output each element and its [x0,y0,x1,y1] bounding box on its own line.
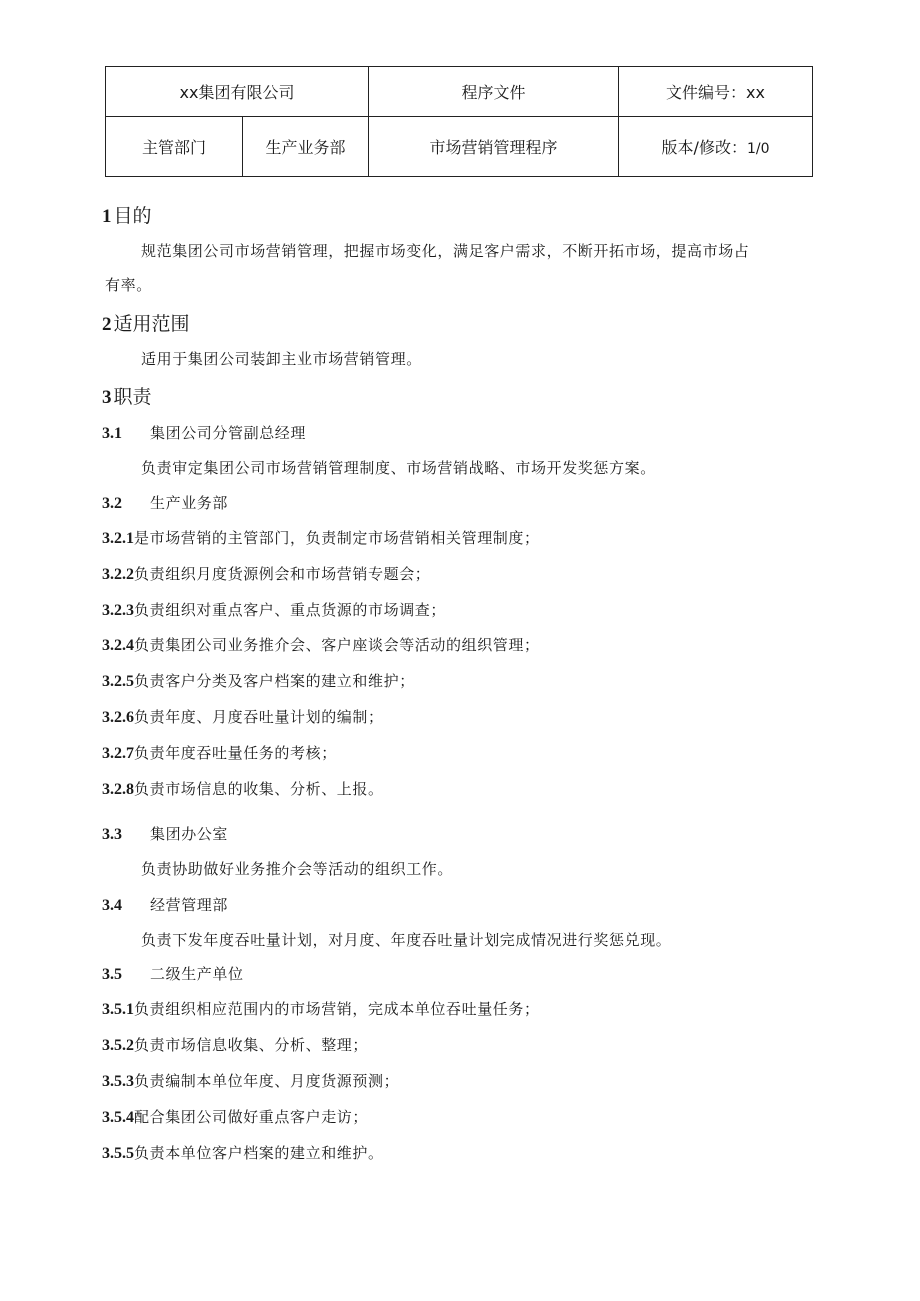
subsection-title: 生产业务部 [150,494,229,512]
subsection-number: 3.5 [102,966,122,983]
subsection-number: 3.1 [102,425,122,442]
department-label: 主管部门 [106,117,243,177]
item-text: 负责编制本单位年度、月度货源预测； [134,1072,400,1090]
list-item [102,528,540,549]
section-number: 3 [102,387,112,408]
paragraph-line: 有率。 [105,276,152,294]
subsection-title: 集团公司分管副总经理 [150,424,307,442]
list-item [102,779,384,800]
list-item [102,671,415,692]
item-number: 3.2.6 [102,709,134,726]
section-heading-3 [102,385,152,410]
section-number: 2 [102,314,112,335]
paragraph-line: 适用于集团公司装卸主业市场营销管理。 [141,350,422,368]
list-item [102,999,540,1020]
subsection-title: 二级生产单位 [150,965,244,983]
department-value: 生产业务部 [243,117,369,177]
subsection-heading-3-1 [102,423,306,444]
list-item [102,743,337,764]
item-number: 3.2.4 [102,637,134,654]
item-number: 3.5.3 [102,1073,134,1090]
item-number: 3.2.5 [102,673,134,690]
paragraph-line: 负责下发年度吞吐量计划，对月度、年度吞吐量计划完成情况进行奖惩兑现。 [141,931,672,949]
section-title: 职责 [113,386,152,408]
document-header-table [105,66,813,177]
list-item [102,1071,399,1092]
item-text: 负责年度、月度吞吐量计划的编制； [134,708,384,726]
version-cell [619,117,813,177]
item-text: 负责本单位客户档案的建立和维护。 [134,1144,384,1162]
list-item [102,1143,384,1164]
subsection-title: 经营管理部 [150,896,229,914]
item-number: 3.2.7 [102,745,134,762]
item-number: 3.5.1 [102,1001,134,1018]
subsection-heading-3-4 [102,895,228,916]
item-text: 负责集团公司业务推介会、客户座谈会等活动的组织管理； [134,636,540,654]
section-heading-2 [102,312,190,337]
list-item [102,635,540,656]
item-text: 是市场营销的主管部门，负责制定市场营销相关管理制度； [134,529,540,547]
item-number: 3.2.2 [102,566,134,583]
section-title: 适用范围 [113,313,190,335]
paragraph-line: 负责协助做好业务推介会等活动的组织工作。 [141,860,454,878]
item-text: 负责组织对重点客户、重点货源的市场调查； [134,601,447,619]
item-text: 负责市场信息收集、分析、整理； [134,1036,369,1054]
item-text: 负责组织月度货源例会和市场营销专题会； [134,565,431,583]
section-title: 目的 [113,205,152,227]
item-text: 负责客户分类及客户档案的建立和维护； [134,672,415,690]
subsection-number: 3.3 [102,826,122,843]
section-heading-1 [102,204,152,229]
item-text: 配合集团公司做好重点客户走访； [134,1108,369,1126]
subsection-number: 3.2 [102,495,122,512]
document-title: 市场营销管理程序 [369,117,619,177]
item-text: 负责组织相应范围内的市场营销，完成本单位吞吐量任务； [134,1000,540,1018]
item-number: 3.5.5 [102,1145,134,1162]
version-label: 版本/修改： [661,138,747,157]
document-type: 程序文件 [369,67,619,117]
paragraph-line: 负责审定集团公司市场营销管理制度、市场营销战略、市场开发奖惩方案。 [141,459,656,477]
item-number: 3.2.1 [102,530,134,547]
item-number: 3.2.8 [102,781,134,798]
list-item [102,1035,368,1056]
item-number: 3.2.3 [102,602,134,619]
subsection-heading-3-5 [102,964,244,985]
section-number: 1 [102,206,112,227]
subsection-number: 3.4 [102,897,122,914]
company-name: xx集团有限公司 [106,67,369,117]
item-text: 负责市场信息的收集、分析、上报。 [134,780,384,798]
document-number: 文件编号：xx [619,67,813,117]
subsection-heading-3-2 [102,493,228,514]
list-item [102,707,384,728]
list-item [102,564,430,585]
item-number: 3.5.4 [102,1109,134,1126]
list-item [102,600,446,621]
paragraph-line: 规范集团公司市场营销管理，把握市场变化，满足客户需求，不断开拓市场，提高市场占 [141,242,750,260]
item-number: 3.5.2 [102,1037,134,1054]
subsection-title: 集团办公室 [150,825,229,843]
item-text: 负责年度吞吐量任务的考核； [134,744,337,762]
list-item [102,1107,368,1128]
subsection-heading-3-3 [102,824,228,845]
version-value: 1/0 [746,141,770,157]
